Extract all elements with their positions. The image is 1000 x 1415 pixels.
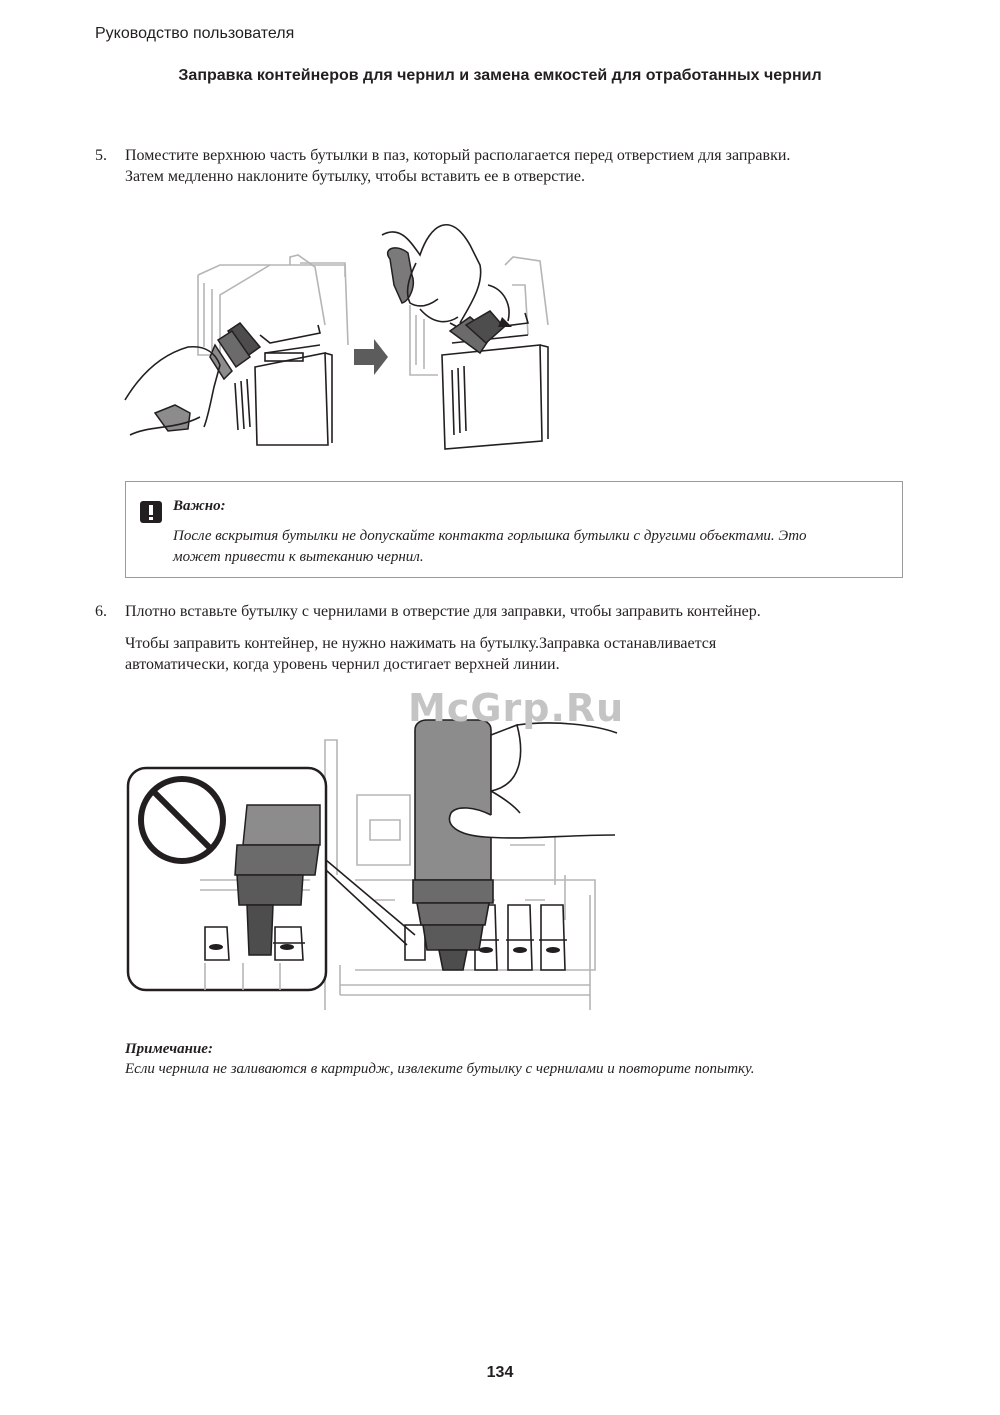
step-number: 6. [95,603,107,620]
hand-bottle-right [382,225,512,353]
watermark: McGrp.Ru [408,686,625,730]
step-line: Плотно вставьте бутылку с чернилами в отверстие для заправки, чтобы заправить контейнер. [125,603,761,620]
section-title: Заправка контейнеров для чернил и замена емкостей для отработанных чернил [178,67,822,84]
printer-left [198,255,348,445]
step-number: 5. [95,147,107,164]
hand-bottle-left [125,323,260,435]
step-line: Чтобы заправить контейнер, не нужно нажимать на бутылку.Заправка останавливается [125,635,717,652]
important-line: может привести к вытеканию чернил. [173,549,424,565]
right-arrow-icon [354,339,388,375]
bottle-insertion-illustration [120,205,560,460]
step-line: Затем медленно наклоните бутылку, чтобы вставить ее в отверстие. [125,168,585,185]
important-title: Важно: [173,498,226,514]
bottle-refill-illustration [125,695,625,1015]
step-extra [125,633,915,675]
inset-detail [128,768,415,990]
doc-header: Руководство пользователя [95,25,295,42]
note-text: Если чернила не заливаются в картридж, извлеките бутылку с чернилами и повторите попытку. [125,1061,755,1077]
note-title: Примечание: [125,1041,213,1057]
step-line: автоматически, когда уровень чернил достигает верхней линии. [125,656,560,673]
exclamation-icon [140,501,162,523]
important-text [173,526,888,568]
ink-bottle [413,720,493,970]
important-box [125,481,903,578]
page-number: 134 [486,1364,514,1381]
step-5 [95,145,945,189]
step-6 [95,601,945,676]
important-line: После вскрытия бутылки не допускайте контакта горлышка бутылки с другими объектами. Это [173,528,807,544]
step-line: Поместите верхнюю часть бутылки в паз, который располагается перед отверстием для заправки. [125,147,791,164]
